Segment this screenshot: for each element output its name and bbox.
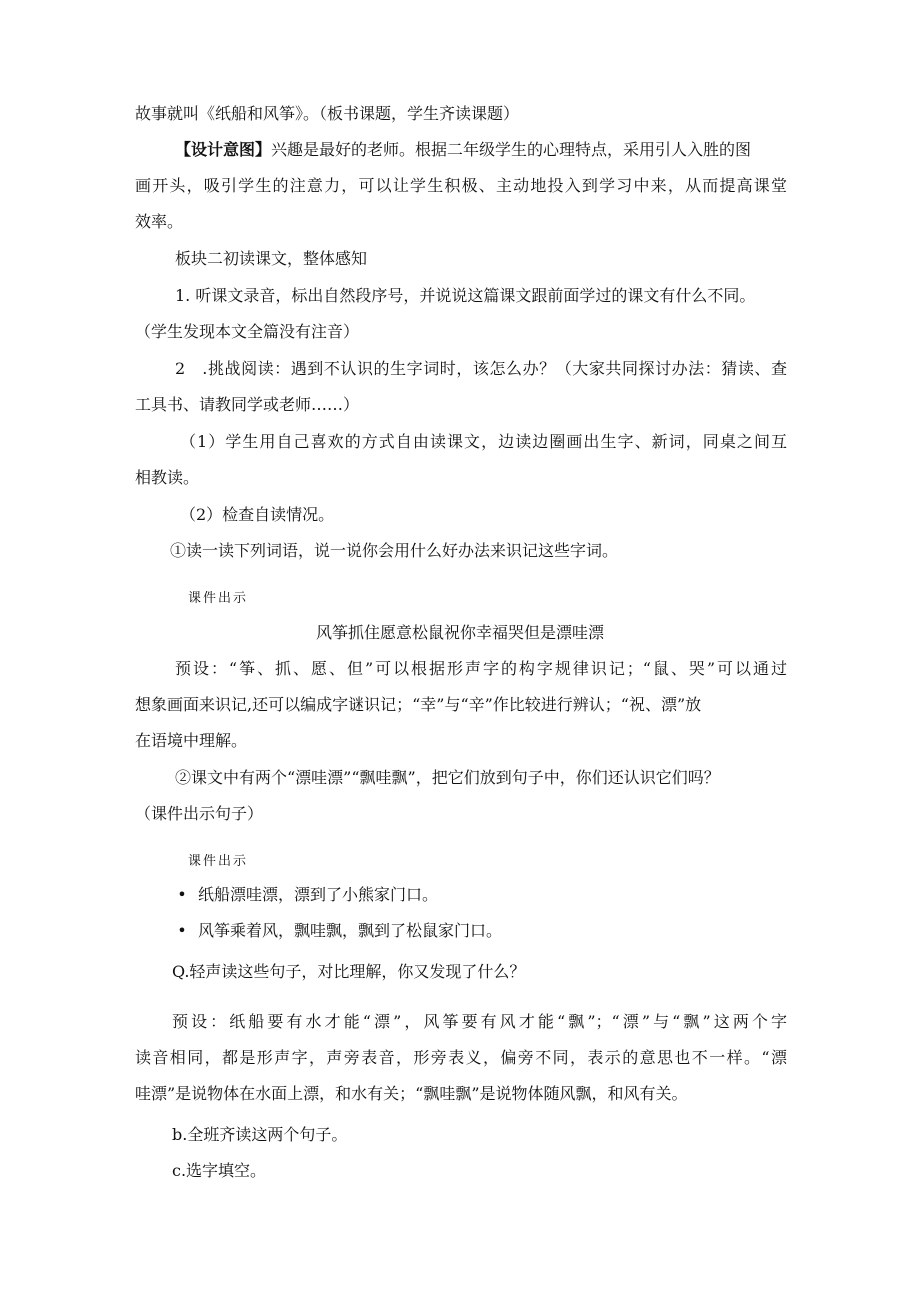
text-line: （课件出示句子） [135, 804, 264, 823]
bullet-icon: • [177, 921, 187, 940]
design-intent-text: 兴趣是最好的老师。根据二年级学生的心理特点，采用引人入胜的图 [271, 140, 752, 159]
text-line: ①读一读下列词语，说一说你会用什么好办法来识记这些字词。 [170, 541, 619, 560]
text-line: （学生发现本文全篇没有注音） [135, 322, 360, 341]
text-line: c.选字填空。 [172, 1161, 267, 1180]
text-line: 读音相同，都是形声字，声旁表音，形旁表义，偏旁不同，表示的意思也不一样。“漂 [135, 1048, 787, 1067]
courseware-label: 课件出示 [188, 854, 249, 869]
text-line: 相教读。 [135, 468, 200, 487]
text-line: 1. 听课文录音，标出自然段序号，并说说这篇课文跟前面学过的课文有什么不同。 [175, 286, 756, 305]
bullet-icon: • [177, 885, 187, 904]
design-intent-tag: 【设计意图】 [175, 140, 272, 159]
text-line: 想象画面来识记,还可以编成字谜识记；“幸”与“辛”作比较进行辨认；“祝、漂”放 [135, 695, 702, 714]
design-intent-paragraph [175, 140, 787, 160]
text-line: 预设：纸船要有水才能“漂”，风筝要有风才能“飘”；“漂”与“飘”这两个字 [172, 1012, 787, 1031]
text-line: b.全班齐读这两个句子。 [172, 1125, 348, 1144]
text-line: （1）学生用自己喜欢的方式自由读课文，边读边圈画出生字、新词，同桌之间互 [180, 432, 787, 451]
text-line: 效率。 [135, 212, 184, 231]
courseware-label: 课件出示 [188, 591, 249, 606]
text-line: 2 .挑战阅读：遇到不认识的生字词时，该怎么办？（大家共同探讨办法：猜读、查 [175, 359, 787, 378]
text-line: 故事就叫《纸船和风筝》。（板书课题，学生齐读课题） [135, 104, 520, 123]
text-line: 画开头，吸引学生的注意力，可以让学生积极、主动地投入到学习中来，从而提高课堂 [135, 176, 787, 195]
bullet-sentence: 风筝乘着风，飘哇飘，飘到了松鼠家门口。 [198, 921, 503, 940]
text-line: ②课文中有两个“漂哇漂”“飘哇飘”，把它们放到句子中，你们还认识它们吗？ [175, 768, 720, 787]
text-line: 预设：“筝、抓、愿、但”可以根据形声字的构字规律识记；“鼠、哭”可以通过 [175, 659, 787, 678]
text-line: 工具书、请教同学或老师……） [135, 395, 360, 414]
text-line: Q.轻声读这些句子，对比理解，你又发现了什么？ [172, 962, 526, 981]
bullet-sentence: 纸船漂哇漂，漂到了小熊家门口。 [198, 885, 439, 904]
section-heading: 板块二初读课文，整体感知 [175, 249, 368, 268]
text-line: 在语境中理解。 [135, 731, 248, 750]
text-line: 哇漂”是说物体在水面上漂，和水有关；“飘哇飘”是说物体随风飘，和风有关。 [135, 1084, 688, 1103]
vocabulary-words: 风筝抓住愿意松鼠祝你幸福哭但是漂哇漂 [315, 623, 604, 642]
text-line: （2）检查自读情况。 [180, 505, 335, 524]
